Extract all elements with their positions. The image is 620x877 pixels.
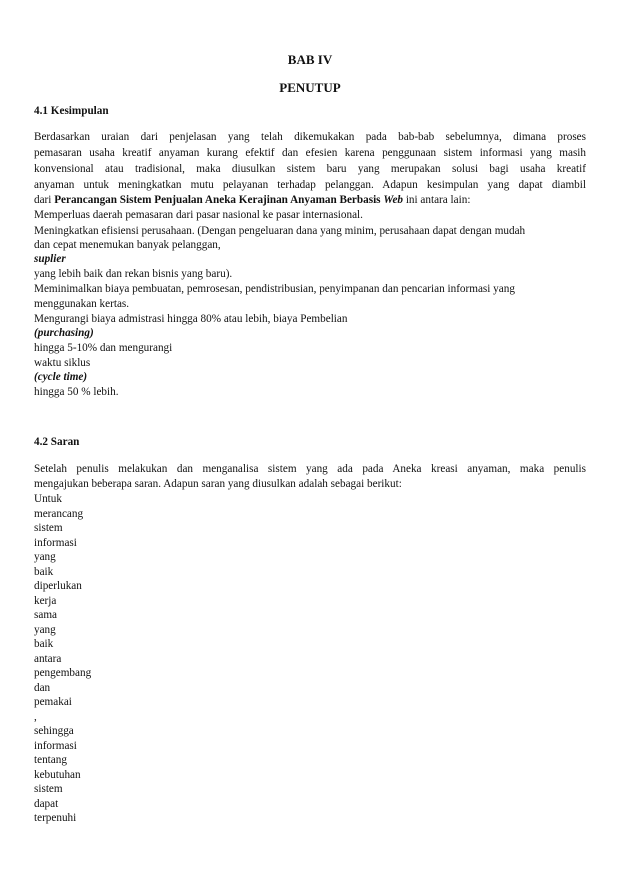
conclusion-line: yang lebih baik dan rekan bisnis yang baru). — [34, 268, 233, 280]
paragraph-line-with-title — [34, 193, 470, 207]
list-item: dan — [34, 681, 51, 694]
list-item: antara — [34, 652, 62, 665]
list-item: informasi — [34, 739, 77, 752]
chapter-heading: BAB IV — [287, 52, 333, 67]
paragraph-line: Setelah penulis melakukan dan menganalisa sistem yang ada pada Aneka kreasi anyaman, maka penulis — [34, 463, 586, 475]
line-prefix: dari — [34, 194, 55, 206]
paragraph-line: mengajukan beberapa saran. Adapun saran yang diusulkan adalah sebagai berikut: — [34, 478, 402, 490]
list-item: tentang — [34, 754, 67, 766]
paragraph-line: anyaman untuk meningkatkan mutu pelayanan terhadap pelanggan. Adapun kesimpulan yang dapat diambil — [34, 179, 586, 191]
conclusion-line: hingga 50 % lebih. — [34, 386, 119, 398]
conclusion-term: suplier — [34, 253, 66, 265]
paragraph-line: Berdasarkan uraian dari penjelasan yang telah dikemukakan pada bab-bab sebelumnya, dimana proses — [34, 131, 586, 143]
conclusion-line: Memperluas daerah pemasaran dari pasar nasional ke pasar internasional. — [34, 209, 363, 221]
list-item: pemakai — [34, 696, 72, 708]
list-item: informasi — [34, 536, 77, 549]
conclusion-line: hingga 5-10% dan mengurangi — [34, 342, 173, 354]
list-item: merancang — [34, 507, 84, 520]
list-item: kerja — [34, 594, 57, 607]
conclusion-line: dan cepat menemukan banyak pelanggan, — [34, 239, 221, 251]
list-item: baik — [34, 565, 54, 578]
conclusion-line: waktu siklus — [34, 357, 91, 369]
system-title-web: Web — [383, 194, 404, 206]
conclusion-term: (purchasing) — [34, 327, 94, 339]
conclusion-line: menggunakan kertas. — [34, 298, 130, 310]
list-item: sistem — [34, 783, 63, 795]
paragraph-line: konvensional atau tradisional, maka diusulkan sistem baru yang merupakan solusi bagi usaha kreatif — [34, 163, 586, 175]
conclusion-line: Mengurangi biaya admistrasi hingga 80% atau lebih, biaya Pembelian — [34, 313, 348, 325]
list-item: sehingga — [34, 725, 74, 737]
list-item: pengembang — [34, 667, 92, 679]
list-item: yang — [34, 551, 56, 563]
conclusion-line: Meminimalkan biaya pembuatan, pemrosesan, pendistribusian, penyimpanan dan pencarian informasi yang — [34, 283, 515, 295]
list-item: sama — [34, 609, 57, 621]
list-item: , — [34, 710, 37, 723]
list-item: dapat — [34, 797, 59, 810]
saran-word-list — [34, 492, 91, 826]
line-suffix: ini antara lain: — [403, 194, 471, 206]
list-item: diperlukan — [34, 580, 82, 592]
paragraph-line: pemasaran usaha kreatif anyaman kurang efektif dan efesien karena penggunaan sistem informasi yang masih — [34, 147, 586, 159]
system-title: Perancangan Sistem Penjualan Aneka Kerajinan Anyaman Berbasis — [54, 194, 384, 206]
conclusion-line: Meningkatkan efisiensi perusahaan. (Dengan pengeluaran dana yang minim, perusahaan dapat dengan mudah — [34, 225, 526, 237]
list-item: yang — [34, 623, 56, 636]
list-item: kebutuhan — [34, 768, 81, 781]
section-heading-kesimpulan: 4.1 Kesimpulan — [34, 105, 109, 117]
list-item: Untuk — [34, 493, 62, 505]
conclusion-term: (cycle time) — [34, 371, 88, 383]
section-heading-saran: 4.2 Saran — [34, 436, 80, 448]
list-item: sistem — [34, 522, 63, 534]
chapter-title: PENUTUP — [279, 80, 341, 95]
list-item: baik — [34, 638, 54, 650]
list-item: terpenuhi — [34, 812, 77, 824]
